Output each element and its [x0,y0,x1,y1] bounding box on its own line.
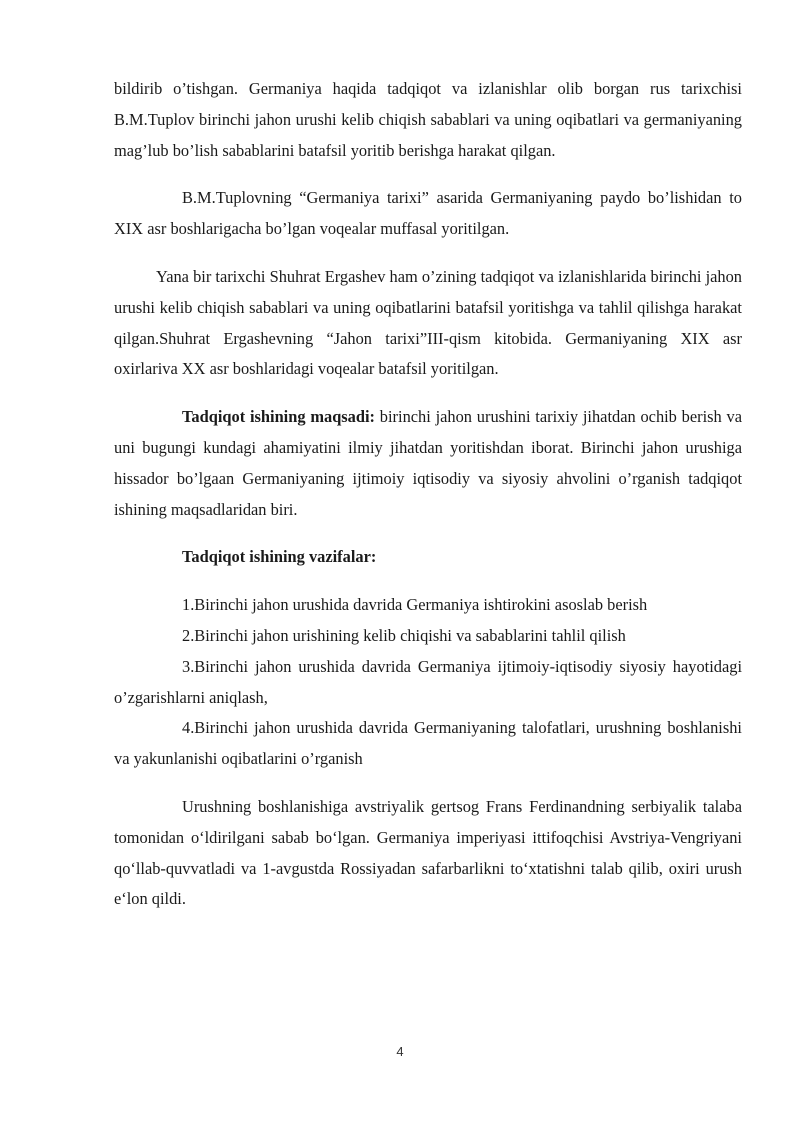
tasks-heading: Tadqiqot ishining vazifalar: [182,547,377,567]
task-item: 2.Birinchi jahon urishining kelib chiqishi va sabablarini tahlil qilish [182,625,626,645]
paragraph-research-goal [114,402,742,525]
page-number: 4 [396,1044,404,1059]
tasks-list [114,590,742,775]
paragraph-ergashev: Yana bir tarixchi Shuhrat Ergashev ham o’zining tadqiqot va izlanishlarida birinchi jahon urushi kelib chiqish sabablari va uning oqibatlarini batafsil yoritishga va tahlil qilishga harakat qilgan.Shuhrat Ergashevning “Jahon tarixi”III-qism kitobida. Germaniyaning XIX asr oxirlariva XX asr boshlaridagi voqealar batafsil yoritilgan. [114,266,742,379]
task-item: 1.Birinchi jahon urushida davrida Germaniya ishtirokini asoslab berish [182,595,648,615]
paragraph-war-start: Urushning boshlanishiga avstriyalik gertsog Frans Ferdinandning serbiyalik talaba tomonidan o‘ldirilgani sabab bo‘lgan. Germaniya imperiyasi ittifoqchisi Avstriya-Vengriyani qo‘llab-quvvatladi va 1-avgustda Rossiyadan safarbarlikni to‘xtatishni talab qilib, oxiri urush e‘lon qildi. [114,796,742,909]
paragraph-tuplov: B.M.Tuplovning “Germaniya tarixi” asarida Germaniyaning paydo bo’lishidan to XIX asr boshlarigacha bo’lgan voqealar muffasal yoritilgan. [114,188,742,239]
document-page [114,74,742,915]
paragraph-intro: bildirib o’tishgan. Germaniya haqida tadqiqot va izlanishlar olib borgan rus tarixchisi B.M.Tuplov birinchi jahon urushi kelib chiqish sabablari va uning oqibatlari va germaniyaning mag’lub bo’lish sabablarini batafsil yoritib berishga harakat qilgan. [114,79,742,160]
research-goal-heading: Tadqiqot ishining maqsadi: [182,407,376,427]
research-goal-text: birinchi jahon urushini tarixiy jihatdan ochib berish va uni bugungi kundagi ahamiyatini ilmiy jihatdan yoritishdan iborat. Birinchi jahon urushiga hissador bo’lgaan Germaniyaning ijtimoiy iqtisodiy va siyosiy ahvolini o’rganish tadqiqot ishining maqsadlaridan biri. [114,407,742,519]
task-item: 3.Birinchi jahon urushida davrida Germaniya ijtimoiy-iqtisodiy siyosiy hayotidagi o’zgarishlarni aniqlash, [114,656,742,707]
task-item: 4.Birinchi jahon urushida davrida Germaniyaning talofatlari, urushning boshlanishi va yakunlanishi oqibatlarini o’rganish [114,718,742,769]
